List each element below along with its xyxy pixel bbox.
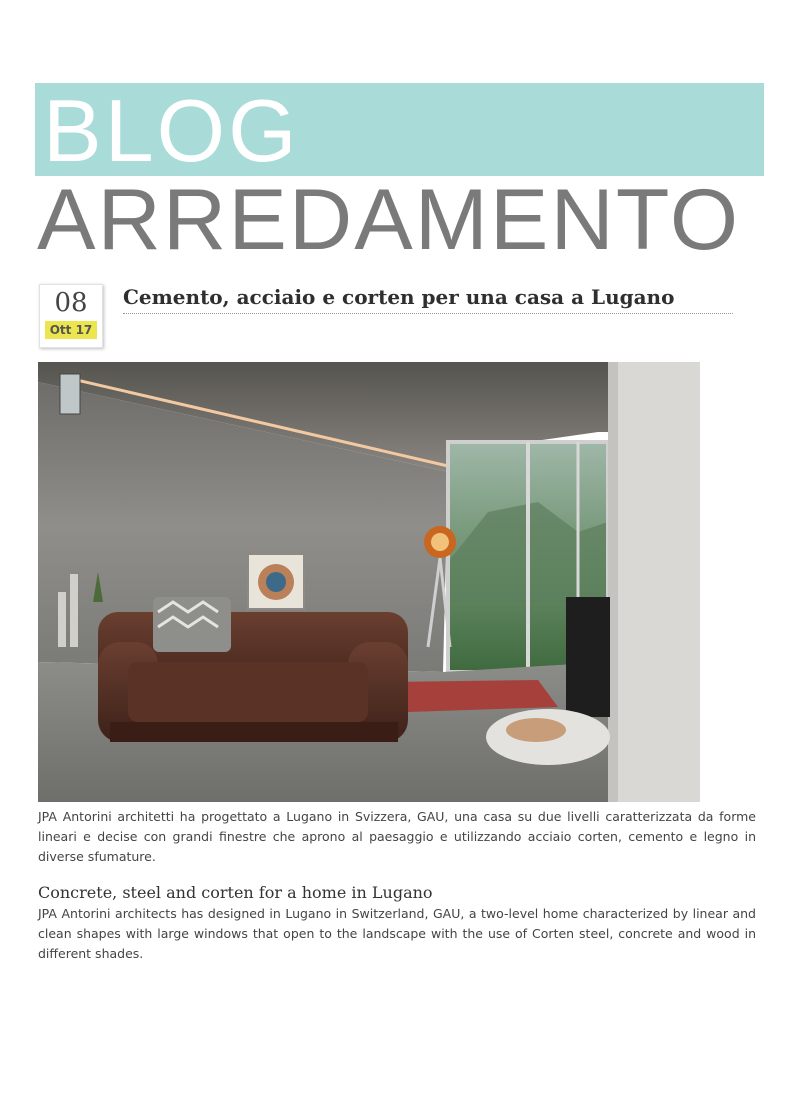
post-date-badge [39,284,103,348]
post-caption-italian: JPA Antorini architetti ha progettato a Lugano in Svizzera, GAU, una casa su due livelli caratterizzata da forme lineari e decise con grandi finestre che aprono al paesaggio e utilizzando acciaio corten, cemento e legno in diverse sfumature. [38,809,756,864]
english-section-body: JPA Antorini architects has designed in Lugano in Switzerland, GAU, a two-level home characterized by linear and clean shapes with large windows that open to the landscape with the use of Corten steel, concrete and wood in different shades. [38,906,756,961]
english-section-title: Concrete, steel and corten for a home in Lugano [38,883,433,902]
post-date-month: Ott 17 [45,321,97,339]
blog-logo-line2: ARREDAMENTO [37,172,741,268]
post-date-day: 08 [54,288,88,318]
blog-logo-line1: BLOG [43,83,300,176]
blog-banner [35,83,764,176]
living-room-photo [38,362,700,802]
post-title[interactable]: Cemento, acciaio e corten per una casa a Lugano [123,285,733,314]
